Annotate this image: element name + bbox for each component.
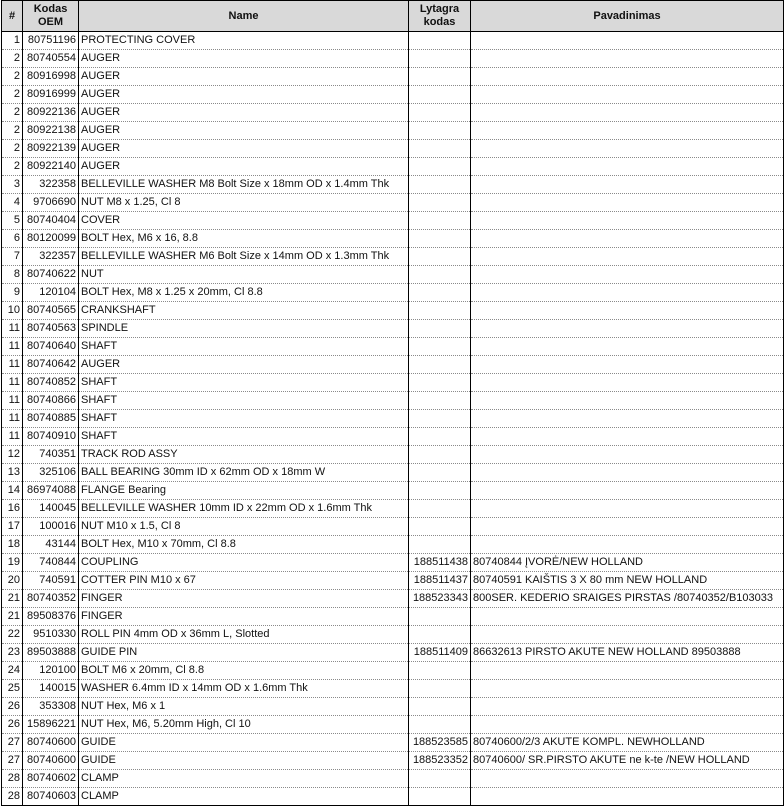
cell-name: AUGER — [79, 122, 409, 140]
cell-lytagra: 188523343 — [409, 590, 471, 608]
table-row — [2, 500, 784, 518]
table-row — [2, 734, 784, 752]
cell-name: COVER — [79, 212, 409, 230]
cell-name: ROLL PIN 4mm OD x 36mm L, Slotted — [79, 626, 409, 644]
cell-name: SHAFT — [79, 392, 409, 410]
cell-num: 8 — [2, 266, 23, 284]
cell-oem: 80916999 — [23, 86, 79, 104]
cell-pavadinimas — [471, 176, 784, 194]
cell-name: BALL BEARING 30mm ID x 62mm OD x 18mm W — [79, 464, 409, 482]
cell-oem: 80740554 — [23, 50, 79, 68]
cell-num: 11 — [2, 428, 23, 446]
table-row — [2, 770, 784, 788]
cell-lytagra: 188511409 — [409, 644, 471, 662]
table-row — [2, 392, 784, 410]
cell-oem: 80740565 — [23, 302, 79, 320]
cell-num: 1 — [2, 32, 23, 50]
cell-num: 22 — [2, 626, 23, 644]
cell-pavadinimas: 80740844 ĮVORĖ/NEW HOLLAND — [471, 554, 784, 572]
cell-lytagra: 188511438 — [409, 554, 471, 572]
cell-lytagra — [409, 770, 471, 788]
cell-name: COUPLING — [79, 554, 409, 572]
cell-name: AUGER — [79, 86, 409, 104]
cell-lytagra — [409, 392, 471, 410]
cell-oem: 80922140 — [23, 158, 79, 176]
table-row — [2, 50, 784, 68]
cell-pavadinimas — [471, 140, 784, 158]
cell-pavadinimas — [471, 464, 784, 482]
cell-num: 14 — [2, 482, 23, 500]
cell-oem: 80740352 — [23, 590, 79, 608]
cell-num: 11 — [2, 410, 23, 428]
cell-name: GUIDE PIN — [79, 644, 409, 662]
cell-pavadinimas — [471, 86, 784, 104]
cell-name: SHAFT — [79, 338, 409, 356]
cell-pavadinimas — [471, 158, 784, 176]
cell-name: GUIDE — [79, 752, 409, 770]
cell-lytagra — [409, 374, 471, 392]
cell-oem: 86974088 — [23, 482, 79, 500]
cell-name: SHAFT — [79, 374, 409, 392]
cell-pavadinimas — [471, 50, 784, 68]
cell-lytagra — [409, 788, 471, 806]
table-row — [2, 68, 784, 86]
cell-pavadinimas — [471, 230, 784, 248]
cell-name: AUGER — [79, 68, 409, 86]
cell-num: 2 — [2, 104, 23, 122]
cell-lytagra — [409, 68, 471, 86]
cell-name: NUT Hex, M6, 5.20mm High, Cl 10 — [79, 716, 409, 734]
cell-num: 11 — [2, 320, 23, 338]
cell-name: CLAMP — [79, 788, 409, 806]
cell-name: AUGER — [79, 104, 409, 122]
cell-num: 2 — [2, 50, 23, 68]
cell-num: 2 — [2, 122, 23, 140]
cell-lytagra — [409, 248, 471, 266]
table-row — [2, 104, 784, 122]
cell-num: 2 — [2, 86, 23, 104]
cell-lytagra — [409, 266, 471, 284]
cell-name: SHAFT — [79, 410, 409, 428]
cell-oem: 322358 — [23, 176, 79, 194]
cell-num: 18 — [2, 536, 23, 554]
cell-num: 21 — [2, 590, 23, 608]
cell-pavadinimas — [471, 770, 784, 788]
cell-oem: 80740910 — [23, 428, 79, 446]
table-row — [2, 446, 784, 464]
cell-name: BELLEVILLE WASHER 10mm ID x 22mm OD x 1.6mm Thk — [79, 500, 409, 518]
table-row — [2, 338, 784, 356]
cell-lytagra — [409, 86, 471, 104]
cell-num: 28 — [2, 770, 23, 788]
cell-pavadinimas: 86632613 PIRSTO AKUTE NEW HOLLAND 89503888 — [471, 644, 784, 662]
cell-num: 12 — [2, 446, 23, 464]
table-row — [2, 122, 784, 140]
cell-name: CLAMP — [79, 770, 409, 788]
cell-num: 2 — [2, 68, 23, 86]
cell-pavadinimas — [471, 410, 784, 428]
cell-oem: 80740885 — [23, 410, 79, 428]
cell-oem: 9706690 — [23, 194, 79, 212]
cell-pavadinimas — [471, 194, 784, 212]
cell-lytagra — [409, 698, 471, 716]
cell-lytagra — [409, 446, 471, 464]
cell-pavadinimas — [471, 428, 784, 446]
table-row — [2, 788, 784, 806]
cell-num: 11 — [2, 338, 23, 356]
header-num: # — [2, 1, 23, 32]
table-row — [2, 536, 784, 554]
cell-name: FLANGE Bearing — [79, 482, 409, 500]
cell-name: NUT Hex, M6 x 1 — [79, 698, 409, 716]
cell-lytagra — [409, 680, 471, 698]
header-pavadinimas: Pavadinimas — [471, 1, 784, 32]
cell-lytagra — [409, 428, 471, 446]
cell-lytagra — [409, 500, 471, 518]
cell-num: 19 — [2, 554, 23, 572]
cell-lytagra — [409, 716, 471, 734]
cell-name: AUGER — [79, 140, 409, 158]
cell-oem: 140045 — [23, 500, 79, 518]
cell-num: 7 — [2, 248, 23, 266]
cell-name: FINGER — [79, 590, 409, 608]
cell-lytagra — [409, 356, 471, 374]
cell-lytagra — [409, 158, 471, 176]
cell-oem: 80740622 — [23, 266, 79, 284]
cell-oem: 80922136 — [23, 104, 79, 122]
cell-pavadinimas: 800SER. KEDERIO SRAIGES PIRSTAS /80740352/B103033 — [471, 590, 784, 608]
cell-oem: 740591 — [23, 572, 79, 590]
cell-pavadinimas — [471, 608, 784, 626]
cell-pavadinimas — [471, 482, 784, 500]
cell-oem: 120104 — [23, 284, 79, 302]
cell-oem: 353308 — [23, 698, 79, 716]
cell-oem: 43144 — [23, 536, 79, 554]
cell-pavadinimas — [471, 212, 784, 230]
cell-name: GUIDE — [79, 734, 409, 752]
cell-lytagra — [409, 284, 471, 302]
cell-name: BOLT M6 x 20mm, Cl 8.8 — [79, 662, 409, 680]
cell-name: BOLT Hex, M6 x 16, 8.8 — [79, 230, 409, 248]
table-row — [2, 140, 784, 158]
cell-name: FINGER — [79, 608, 409, 626]
cell-name: BELLEVILLE WASHER M6 Bolt Size x 14mm OD x 1.3mm Thk — [79, 248, 409, 266]
cell-name: AUGER — [79, 158, 409, 176]
cell-name: PROTECTING COVER — [79, 32, 409, 50]
cell-pavadinimas — [471, 788, 784, 806]
cell-oem: 80740603 — [23, 788, 79, 806]
cell-lytagra — [409, 50, 471, 68]
cell-pavadinimas — [471, 626, 784, 644]
cell-lytagra — [409, 536, 471, 554]
header-oem: Kodas OEM — [23, 1, 79, 32]
table-row — [2, 320, 784, 338]
cell-pavadinimas — [471, 302, 784, 320]
table-row — [2, 194, 784, 212]
table-row — [2, 572, 784, 590]
cell-pavadinimas — [471, 320, 784, 338]
cell-name: BOLT Hex, M8 x 1.25 x 20mm, Cl 8.8 — [79, 284, 409, 302]
cell-oem: 80740866 — [23, 392, 79, 410]
table-row — [2, 662, 784, 680]
cell-lytagra — [409, 608, 471, 626]
cell-lytagra — [409, 302, 471, 320]
cell-lytagra: 188523352 — [409, 752, 471, 770]
cell-pavadinimas — [471, 698, 784, 716]
parts-table — [1, 0, 784, 806]
cell-name: AUGER — [79, 356, 409, 374]
table-row — [2, 266, 784, 284]
table-row — [2, 680, 784, 698]
cell-pavadinimas: 80740591 KAIŠTIS 3 X 80 mm NEW HOLLAND — [471, 572, 784, 590]
header-name: Name — [79, 1, 409, 32]
cell-lytagra — [409, 212, 471, 230]
cell-pavadinimas: 80740600/2/3 AKUTE KOMPL. NEWHOLLAND — [471, 734, 784, 752]
table-row — [2, 302, 784, 320]
cell-lytagra — [409, 338, 471, 356]
cell-pavadinimas — [471, 518, 784, 536]
cell-num: 13 — [2, 464, 23, 482]
cell-num: 23 — [2, 644, 23, 662]
cell-num: 3 — [2, 176, 23, 194]
cell-name: WASHER 6.4mm ID x 14mm OD x 1.6mm Thk — [79, 680, 409, 698]
table-row — [2, 428, 784, 446]
cell-name: COTTER PIN M10 x 67 — [79, 572, 409, 590]
table-row — [2, 176, 784, 194]
cell-oem: 89503888 — [23, 644, 79, 662]
table-row — [2, 482, 784, 500]
table-row — [2, 608, 784, 626]
cell-pavadinimas — [471, 248, 784, 266]
cell-name: CRANKSHAFT — [79, 302, 409, 320]
cell-pavadinimas — [471, 374, 784, 392]
cell-oem: 120100 — [23, 662, 79, 680]
cell-lytagra — [409, 140, 471, 158]
cell-oem: 740351 — [23, 446, 79, 464]
cell-oem: 740844 — [23, 554, 79, 572]
cell-num: 21 — [2, 608, 23, 626]
table-row — [2, 230, 784, 248]
cell-name: NUT M10 x 1.5, Cl 8 — [79, 518, 409, 536]
cell-lytagra — [409, 626, 471, 644]
cell-num: 4 — [2, 194, 23, 212]
cell-oem: 80740852 — [23, 374, 79, 392]
cell-num: 24 — [2, 662, 23, 680]
cell-num: 26 — [2, 716, 23, 734]
cell-num: 6 — [2, 230, 23, 248]
cell-oem: 9510330 — [23, 626, 79, 644]
cell-oem: 100016 — [23, 518, 79, 536]
cell-num: 20 — [2, 572, 23, 590]
header-lytagra: Lytagra kodas — [409, 1, 471, 32]
cell-pavadinimas — [471, 284, 784, 302]
cell-name: NUT — [79, 266, 409, 284]
cell-oem: 80120099 — [23, 230, 79, 248]
cell-lytagra — [409, 464, 471, 482]
cell-lytagra — [409, 482, 471, 500]
table-row — [2, 518, 784, 536]
cell-num: 9 — [2, 284, 23, 302]
cell-lytagra: 188523585 — [409, 734, 471, 752]
cell-lytagra — [409, 410, 471, 428]
cell-oem: 80740563 — [23, 320, 79, 338]
cell-pavadinimas — [471, 338, 784, 356]
cell-pavadinimas — [471, 32, 784, 50]
cell-num: 28 — [2, 788, 23, 806]
cell-oem: 80740600 — [23, 734, 79, 752]
table-row — [2, 698, 784, 716]
cell-num: 11 — [2, 374, 23, 392]
cell-pavadinimas — [471, 68, 784, 86]
cell-pavadinimas — [471, 500, 784, 518]
cell-lytagra — [409, 194, 471, 212]
cell-num: 11 — [2, 392, 23, 410]
cell-name: NUT M8 x 1.25, Cl 8 — [79, 194, 409, 212]
cell-num: 2 — [2, 140, 23, 158]
cell-oem: 80740642 — [23, 356, 79, 374]
cell-name: TRACK ROD ASSY — [79, 446, 409, 464]
cell-lytagra — [409, 104, 471, 122]
cell-num: 27 — [2, 752, 23, 770]
cell-num: 10 — [2, 302, 23, 320]
cell-num: 2 — [2, 158, 23, 176]
cell-num: 11 — [2, 356, 23, 374]
table-row — [2, 356, 784, 374]
table-row — [2, 716, 784, 734]
table-row — [2, 212, 784, 230]
cell-pavadinimas — [471, 662, 784, 680]
cell-lytagra — [409, 32, 471, 50]
header-row — [2, 1, 784, 32]
cell-oem: 325106 — [23, 464, 79, 482]
cell-num: 26 — [2, 698, 23, 716]
cell-oem: 80751196 — [23, 32, 79, 50]
table-row — [2, 410, 784, 428]
table-body — [2, 32, 784, 806]
table-row — [2, 32, 784, 50]
cell-pavadinimas — [471, 446, 784, 464]
cell-lytagra — [409, 518, 471, 536]
cell-pavadinimas — [471, 536, 784, 554]
cell-num: 17 — [2, 518, 23, 536]
cell-pavadinimas — [471, 392, 784, 410]
cell-oem: 80740602 — [23, 770, 79, 788]
cell-pavadinimas — [471, 122, 784, 140]
cell-name: SHAFT — [79, 428, 409, 446]
cell-oem: 80916998 — [23, 68, 79, 86]
table-row — [2, 644, 784, 662]
cell-num: 25 — [2, 680, 23, 698]
table-row — [2, 248, 784, 266]
cell-lytagra — [409, 662, 471, 680]
cell-lytagra — [409, 122, 471, 140]
cell-name: AUGER — [79, 50, 409, 68]
cell-oem: 80922139 — [23, 140, 79, 158]
table-row — [2, 590, 784, 608]
cell-num: 16 — [2, 500, 23, 518]
cell-name: BELLEVILLE WASHER M8 Bolt Size x 18mm OD x 1.4mm Thk — [79, 176, 409, 194]
cell-oem: 80740600 — [23, 752, 79, 770]
cell-lytagra: 188511437 — [409, 572, 471, 590]
cell-oem: 140015 — [23, 680, 79, 698]
table-row — [2, 158, 784, 176]
cell-num: 27 — [2, 734, 23, 752]
cell-oem: 15896221 — [23, 716, 79, 734]
cell-pavadinimas — [471, 356, 784, 374]
cell-lytagra — [409, 230, 471, 248]
table-row — [2, 86, 784, 104]
table-row — [2, 554, 784, 572]
cell-oem: 89508376 — [23, 608, 79, 626]
cell-oem: 80922138 — [23, 122, 79, 140]
cell-name: SPINDLE — [79, 320, 409, 338]
table-row — [2, 284, 784, 302]
table-row — [2, 464, 784, 482]
cell-pavadinimas — [471, 104, 784, 122]
cell-num: 5 — [2, 212, 23, 230]
cell-oem: 80740640 — [23, 338, 79, 356]
cell-pavadinimas — [471, 680, 784, 698]
cell-lytagra — [409, 320, 471, 338]
cell-oem: 80740404 — [23, 212, 79, 230]
cell-name: BOLT Hex, M10 x 70mm, Cl 8.8 — [79, 536, 409, 554]
table-row — [2, 626, 784, 644]
table-row — [2, 752, 784, 770]
table-row — [2, 374, 784, 392]
cell-pavadinimas — [471, 266, 784, 284]
cell-pavadinimas — [471, 716, 784, 734]
cell-oem: 322357 — [23, 248, 79, 266]
cell-pavadinimas: 80740600/ SR.PIRSTO AKUTE ne k-te /NEW HOLLAND — [471, 752, 784, 770]
cell-lytagra — [409, 176, 471, 194]
